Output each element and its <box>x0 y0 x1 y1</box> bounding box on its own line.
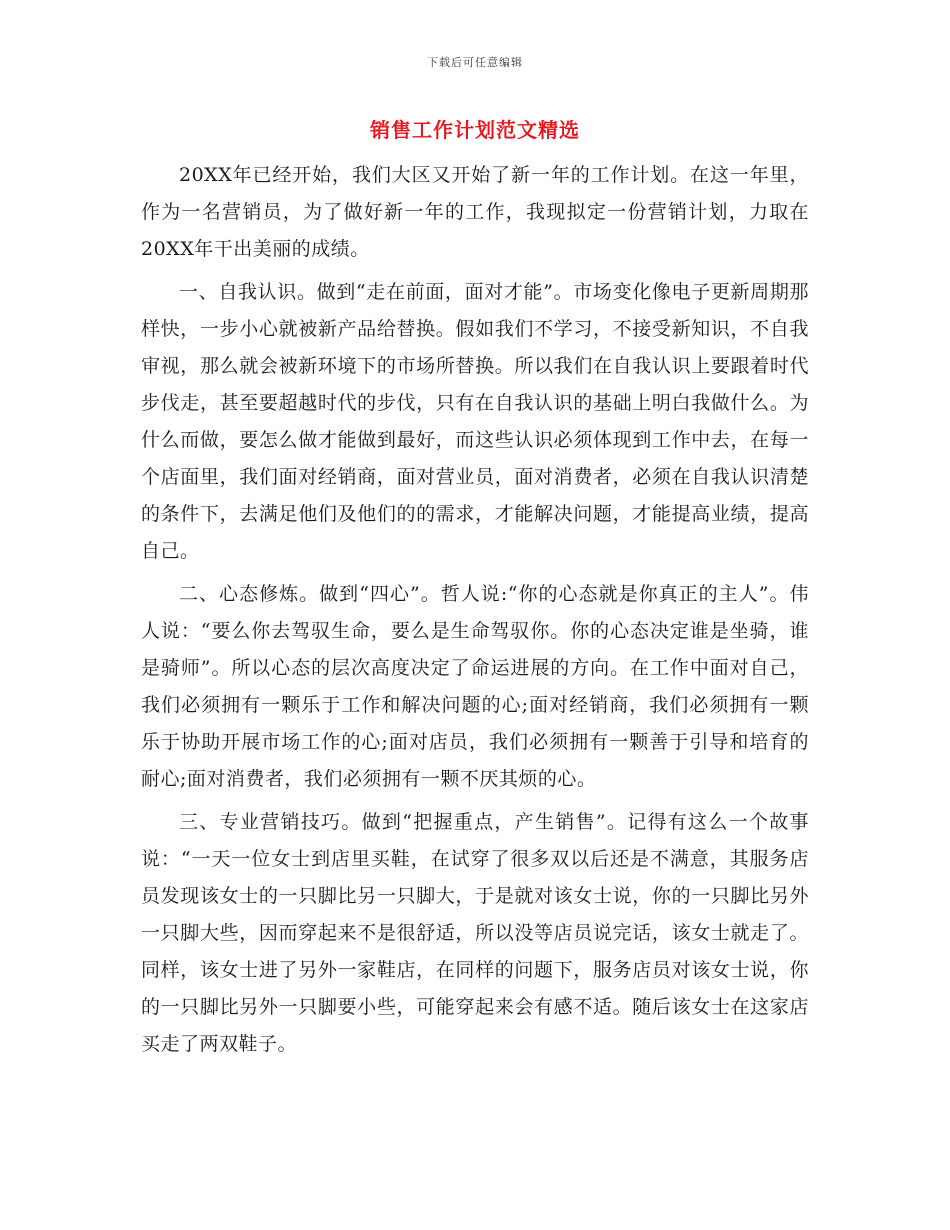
page-header-note: 下载后可任意编辑 <box>427 56 523 69</box>
paragraph-mindset: 二、心态修炼。做到“四心”。哲人说:“你的心态就是你真正的主人”。伟人说：“要么你去驾驭生命，要么是生命驾驭你。你的心态决定谁是坐骑，谁是骑师”。所以心态的层次高度决定了命运进展的方向。在工作中面对自己，我们必须拥有一颗乐于工作和解决问题的心;面对经销商，我们必须拥有一颗乐于协助开展市场工作的心;面对店员，我们必须拥有一颗善于引导和培育的耐心;面对消费者，我们必须拥有一颗不厌其烦的心。 <box>141 583 809 790</box>
document-body <box>141 157 809 1063</box>
document-title: 销售工作计划范文精选 <box>370 118 580 142</box>
paragraph-sales-skills: 三、专业营销技巧。做到“把握重点，产生销售”。记得有这么一个故事说：“一天一位女士到店里买鞋，在试穿了很多双以后还是不满意，其服务店员发现该女士的一只脚比另一只脚大，于是就对该女士说，你的一只脚比另外一只脚大些，因而穿起来不是很舒适，所以没等店员说完话，该女士就走了。同样，该女士进了另外一家鞋店，在同样的问题下，服务店员对该女士说，你的一只脚比另外一只脚要小些，可能穿起来会有感不适。随后该女士在这家店买走了两双鞋子。 <box>141 811 809 1055</box>
paragraph-self-awareness: 一、自我认识。做到“走在前面，面对才能”。市场变化像电子更新周期那样快，一步小心就被新产品给替换。假如我们不学习，不接受新知识，不自我审视，那么就会被新环境下的市场所替换。所以我们在自我认识上要跟着时代步伐走，甚至要超越时代的步伐，只有在自我认识的基础上明白我做什么。为什么而做，要怎么做才能做到最好，而这些认识必须体现到工作中去，在每一个店面里，我们面对经销商，面对营业员，面对消费者，必须在自我认识清楚的条件下，去满足他们及他们的的需求，才能解决问题，才能提高业绩，提高自己。 <box>141 281 809 562</box>
paragraph-intro: 20XX年已经开始，我们大区又开始了新一年的工作计划。在这一年里，作为一名营销员，为了做好新一年的工作，我现拟定一份营销计划，力取在20XX年干出美丽的成绩。 <box>141 164 809 260</box>
